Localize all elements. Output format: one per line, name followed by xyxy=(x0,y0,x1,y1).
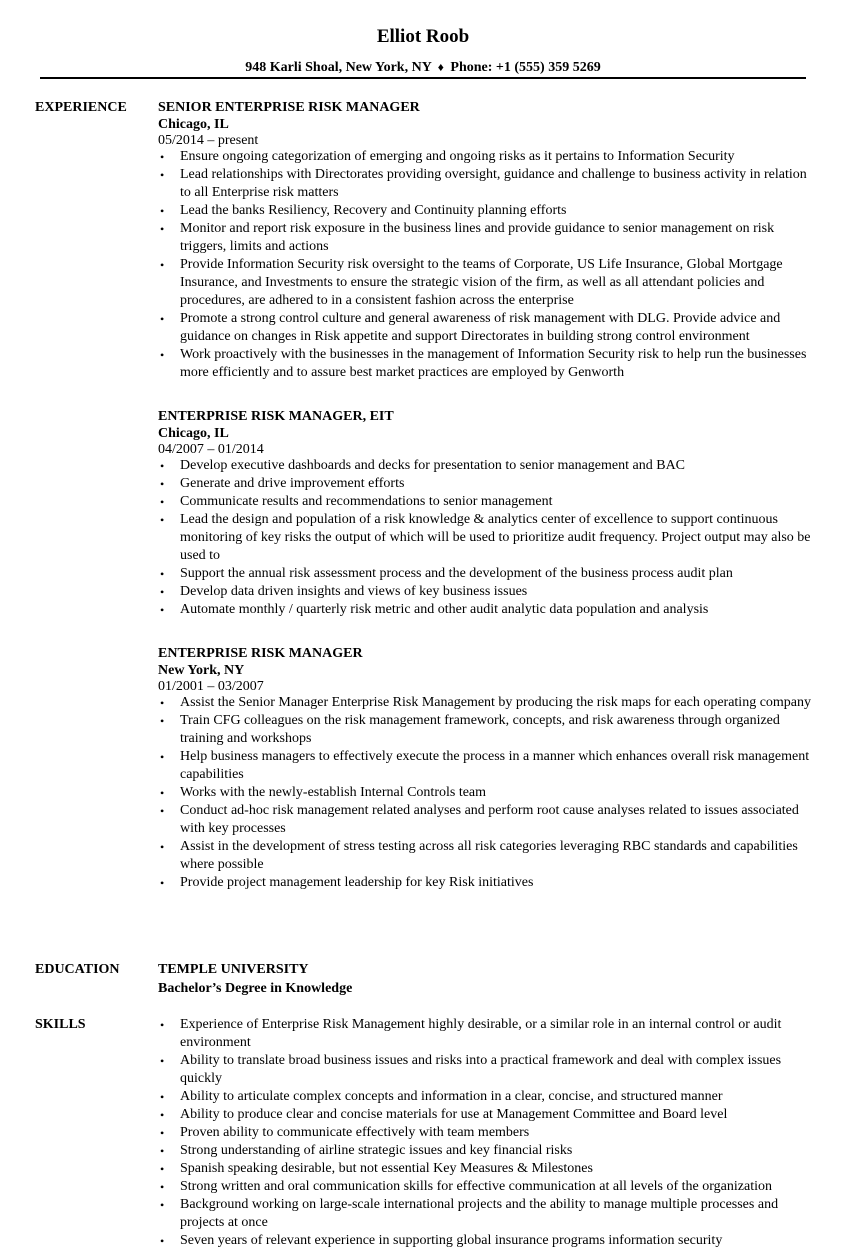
bullet-icon: • xyxy=(160,495,165,509)
list-item: • Conduct ad-hoc risk management related analyses and perform root cause analyses related to issues associated with key processes xyxy=(160,803,799,836)
bullet-icon: • xyxy=(160,696,165,710)
job-entry xyxy=(158,408,813,619)
list-item: • Ensure ongoing categorization of emerging and ongoing risks as it pertains to Information Security xyxy=(160,149,735,164)
list-item: • Generate and drive improvement efforts xyxy=(160,476,405,491)
bullet-icon: • xyxy=(160,513,165,527)
bullet-icon: • xyxy=(160,459,165,473)
experience-section xyxy=(35,99,825,892)
degree: Bachelor’s Degree in Knowledge xyxy=(158,981,353,996)
education-heading: EDUCATION xyxy=(35,962,120,977)
bullet-icon: • xyxy=(160,840,165,854)
list-item: • Works with the newly-establish Internal Controls team xyxy=(160,785,487,800)
bullet-icon: • xyxy=(160,222,165,236)
list-item: • Automate monthly / quarterly risk metric and other audit analytic data population and analysis xyxy=(160,602,709,617)
diamond-separator-icon: ♦ xyxy=(437,60,444,74)
list-item: • Experience of Enterprise Risk Management highly desirable, or a similar role in an internal control or audit environment xyxy=(160,1017,782,1050)
job-entry xyxy=(158,99,813,382)
phone: Phone: +1 (555) 359 5269 xyxy=(450,60,601,75)
list-item: • Strong written and oral communication skills for effective communication at all levels of the organization xyxy=(160,1179,772,1194)
school-name: TEMPLE UNIVERSITY xyxy=(158,962,309,977)
skills-section xyxy=(35,1016,825,1250)
bullet-icon: • xyxy=(160,1108,165,1122)
job-entry xyxy=(158,645,813,892)
bullet-icon: • xyxy=(160,168,165,182)
job-bullets xyxy=(158,148,813,382)
list-item: • Lead the banks Resiliency, Recovery and Continuity planning efforts xyxy=(160,203,567,218)
job-dates: 01/2001 – 03/2007 xyxy=(158,679,264,694)
job-location: Chicago, IL xyxy=(158,426,229,441)
bullet-icon: • xyxy=(160,1198,165,1212)
list-item: • Provide project management leadership for key Risk initiatives xyxy=(160,875,534,890)
list-item: • Monitor and report risk exposure in the business lines and provide guidance to senior management on risk triggers, limits and actions xyxy=(160,221,775,254)
job-title: ENTERPRISE RISK MANAGER xyxy=(158,646,363,661)
list-item: • Develop executive dashboards and decks for presentation to senior management and BAC xyxy=(160,458,686,473)
bullet-icon: • xyxy=(160,1144,165,1158)
address: 948 Karli Shoal, New York, NY xyxy=(245,60,432,75)
list-item: • Ability to articulate complex concepts and information in a clear, concise, and structured manner xyxy=(160,1089,723,1104)
bullet-icon: • xyxy=(160,804,165,818)
list-item: • Promote a strong control culture and general awareness of risk management with DLG. Provide advice and guidance on changes in Risk appetite and support Directorates in building strong control environment xyxy=(160,311,781,344)
list-item: • Work proactively with the businesses in the management of Information Security risk to help run the businesses more efficiently and to assure best market practices are employed by Genworth xyxy=(160,347,807,380)
list-item: • Seven years of relevant experience in supporting global insurance programs information security xyxy=(160,1233,723,1248)
job-dates: 05/2014 – present xyxy=(158,133,259,148)
bullet-icon: • xyxy=(160,585,165,599)
job-dates: 04/2007 – 01/2014 xyxy=(158,442,264,457)
bullet-icon: • xyxy=(160,1234,165,1248)
list-item: • Provide Information Security risk oversight to the teams of Corporate, US Life Insurance, Global Mortgage Insurance, and Investments to ensure the strategic vision of the firm, as well as all attendant policies and procedures, are adhered to in a consistent fashion across the enterprise xyxy=(160,257,783,308)
list-item: • Support the annual risk assessment process and the development of the business process audit plan xyxy=(160,566,733,581)
list-item: • Strong understanding of airline strategic issues and key financial risks xyxy=(160,1143,573,1158)
list-item: • Assist the Senior Manager Enterprise Risk Management by producing the risk maps for each operating company xyxy=(160,695,812,710)
job-location: Chicago, IL xyxy=(158,117,229,132)
job-bullets xyxy=(158,457,813,619)
bullet-icon: • xyxy=(160,150,165,164)
list-item: • Lead the design and population of a risk knowledge & analytics center of excellence to support continuous monitoring of key risks the output of which will be used to prioritize audit frequency. Project output may also be used to xyxy=(160,512,811,563)
bullet-icon: • xyxy=(160,204,165,218)
list-item: • Help business managers to effectively execute the process in a manner which enhances overall risk management capabilities xyxy=(160,749,810,782)
list-item: • Train CFG colleagues on the risk management framework, concepts, and risk awareness through organized training and workshops xyxy=(160,713,780,746)
job-location: New York, NY xyxy=(158,663,245,678)
bullet-icon: • xyxy=(160,258,165,272)
bullet-icon: • xyxy=(160,567,165,581)
bullet-icon: • xyxy=(160,1054,165,1068)
education-section xyxy=(35,961,825,999)
bullet-icon: • xyxy=(160,786,165,800)
list-item: • Ability to produce clear and concise materials for use at Management Committee and Board level xyxy=(160,1107,728,1122)
skills-list xyxy=(158,1016,813,1250)
bullet-icon: • xyxy=(160,348,165,362)
list-item: • Assist in the development of stress testing across all risk categories leveraging RBC standards and capabilities where possible xyxy=(160,839,798,872)
list-item: • Spanish speaking desirable, but not essential Key Measures & Milestones xyxy=(160,1161,593,1176)
contact-line xyxy=(0,59,846,76)
list-item: • Proven ability to communicate effectively with team members xyxy=(160,1125,530,1140)
list-item: • Develop data driven insights and views of key business issues xyxy=(160,584,528,599)
bullet-icon: • xyxy=(160,603,165,617)
bullet-icon: • xyxy=(160,750,165,764)
candidate-name: Elliot Roob xyxy=(376,26,470,47)
header-divider xyxy=(40,77,806,79)
bullet-icon: • xyxy=(160,876,165,890)
bullet-icon: • xyxy=(160,1126,165,1140)
bullet-icon: • xyxy=(160,1180,165,1194)
bullet-icon: • xyxy=(160,1018,165,1032)
bullet-icon: • xyxy=(160,714,165,728)
bullet-icon: • xyxy=(160,1090,165,1104)
list-item: • Ability to translate broad business issues and risks into a practical framework and deal with complex issues quickly xyxy=(160,1053,782,1086)
list-item: • Lead relationships with Directorates providing oversight, guidance and challenge to business activity in relation to all Enterprise risk matters xyxy=(160,167,807,200)
skills-heading: SKILLS xyxy=(35,1017,86,1032)
bullet-icon: • xyxy=(160,312,165,326)
job-title: SENIOR ENTERPRISE RISK MANAGER xyxy=(158,100,420,115)
list-item: • Communicate results and recommendations to senior management xyxy=(160,494,553,509)
job-bullets xyxy=(158,694,813,892)
list-item: • Background working on large-scale international projects and the ability to manage multiple processes and projects at once xyxy=(160,1197,779,1230)
experience-heading: EXPERIENCE xyxy=(35,100,127,115)
bullet-icon: • xyxy=(160,477,165,491)
job-title: ENTERPRISE RISK MANAGER, EIT xyxy=(158,409,394,424)
bullet-icon: • xyxy=(160,1162,165,1176)
